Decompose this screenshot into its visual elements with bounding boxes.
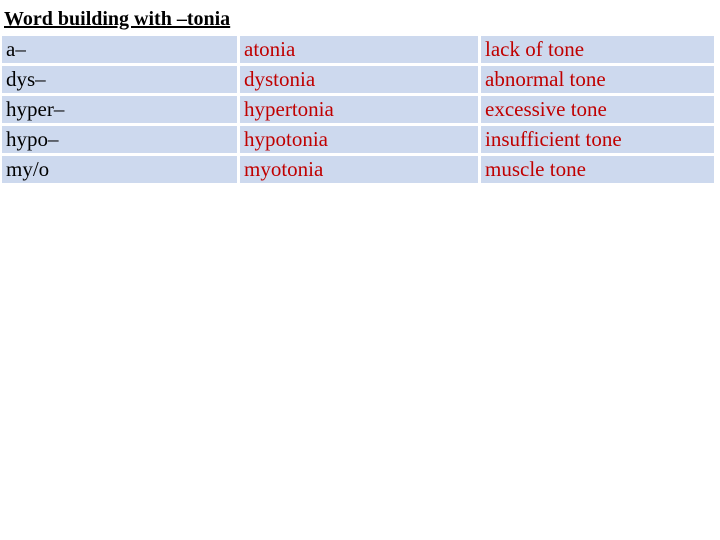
term-cell: hypertonia bbox=[240, 96, 481, 126]
meaning-cell: abnormal tone bbox=[481, 66, 714, 96]
prefix-cell: dys– bbox=[2, 66, 240, 96]
page-title: Word building with –tonia bbox=[4, 8, 231, 30]
table-row bbox=[2, 96, 714, 126]
meaning-cell: excessive tone bbox=[481, 96, 714, 126]
table-row bbox=[2, 36, 714, 66]
term-cell: hypotonia bbox=[240, 126, 481, 156]
meaning-cell: muscle tone bbox=[481, 156, 714, 186]
term-cell: atonia bbox=[240, 36, 481, 66]
word-building-table bbox=[2, 36, 714, 186]
table-row bbox=[2, 66, 714, 96]
meaning-cell: lack of tone bbox=[481, 36, 714, 66]
table-row bbox=[2, 156, 714, 186]
prefix-cell: a– bbox=[2, 36, 240, 66]
term-cell: myotonia bbox=[240, 156, 481, 186]
term-cell: dystonia bbox=[240, 66, 481, 96]
prefix-cell: hypo– bbox=[2, 126, 240, 156]
prefix-cell: my/o bbox=[2, 156, 240, 186]
table-row bbox=[2, 126, 714, 156]
prefix-cell: hyper– bbox=[2, 96, 240, 126]
meaning-cell: insufficient tone bbox=[481, 126, 714, 156]
